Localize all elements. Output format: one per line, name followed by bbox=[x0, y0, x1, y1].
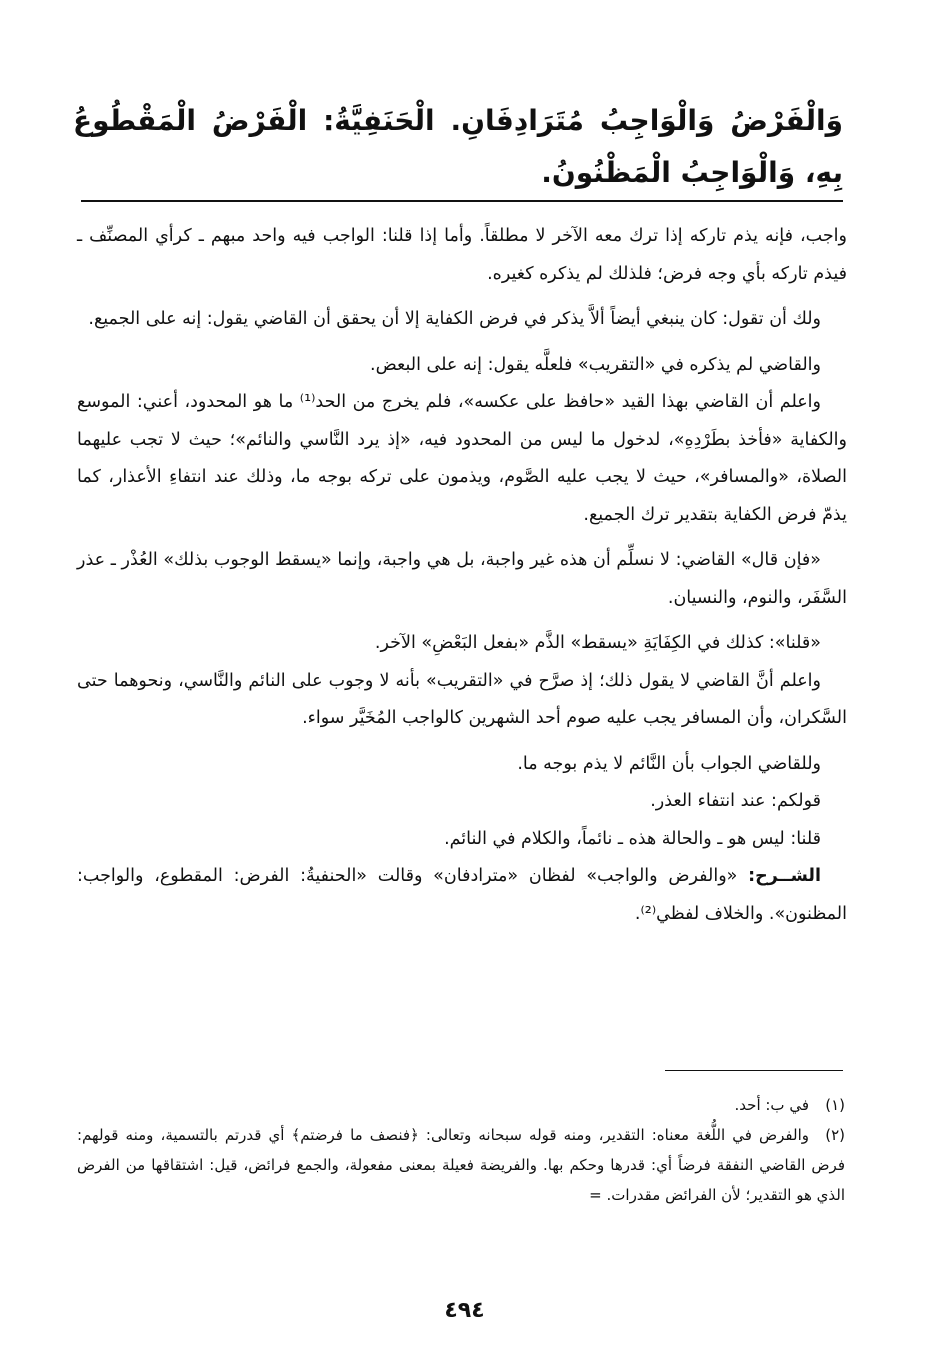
footnote bbox=[77, 1090, 845, 1120]
sharh-paragraph bbox=[77, 858, 847, 933]
footnote-divider bbox=[665, 1070, 843, 1071]
matn-text: وَالْفَرْضُ وَالْوَاجِبُ مُتَرَادِفَانِ. الْحَنَفِيَّةُ: الْفَرْضُ الْمَقْطُوعُ بِهِ، وَالْوَاجِبُ الْمَظْنُونُ. bbox=[73, 104, 843, 189]
paragraph: «قلنا»: كذلك في الكِفَايَةِ «يسقط» الذَّم «بفعل البَعْضِ» الآخر. bbox=[374, 633, 821, 653]
paragraph: قولكم: عند انتفاء العذر. bbox=[650, 791, 821, 811]
paragraph: قلنا: ليس هو ـ والحالة هذه ـ نائماً، والكلام في النائم. bbox=[444, 828, 821, 849]
footnote-number: (٢) bbox=[825, 1126, 845, 1144]
sharh-label: الشــرح: bbox=[748, 866, 821, 886]
paragraph: واجب، فإنه يذم تاركه إذا ترك معه الآخر لا مطلقاً. وأما إذا قلنا: الواجب فيه واحد مبهم ـ كرأي المصنِّف ـ فيذم تاركه بأي وجه فرض؛ فلذلك لم يذكره كغيره. bbox=[77, 226, 847, 284]
footnote-text: في ب: أحد. bbox=[734, 1096, 809, 1114]
commentary-body bbox=[77, 218, 847, 933]
paragraph: وللقاضي الجواب بأن النَّائم لا يذم بوجه ما. bbox=[517, 753, 821, 774]
paragraph: والقاضي لم يذكره في «التقريب» فلعلَّه يقول: إنه على البعض. bbox=[370, 354, 821, 375]
paragraph: واعلم أن القاضي بهذا القيد «حافظ على عكسه»، فلم يخرج من الحد⁽¹⁾ ما هو المحدود، أعني: الموسع والكفاية «فأخذ بطَرْدِهِ»، لدخول ما ليس من المحدود فيه، «إذ يرد النَّاسي والنائم»؛ حيث لا تجب عليهما الصلاة، «والمسافر»، حيث لا يجب عليه الصَّوم، ويذمون على تركه بوجه ما، وذلك عند انتفاءِ الأعذار، كما يذمّ فرض الكفاية بتقدير ترك الجميع. bbox=[77, 392, 847, 525]
sharh-text: «والفرض والواجب» لفظان «مترادفان» وقالت «الحنفيةُ: الفرض: المقطوع، والواجب: المظنون». والخلاف لفظي⁽²⁾. bbox=[77, 866, 847, 924]
footnote bbox=[77, 1120, 845, 1210]
page-number: ٤٩٤ bbox=[444, 1298, 485, 1323]
paragraph: «فإن قال» القاضي: لا نسلِّم أن هذه غير واجبة، بل هي واجبة، وإنما «يسقط الوجوب بذلك» العُذْر ـ عذر السَّفَر، والنوم، والنسيان. bbox=[77, 550, 847, 608]
paragraph: واعلم أنَّ القاضي لا يقول ذلك؛ إذ صرَّح في «التقريب» بأنه لا وجوب على النائم والنَّاسي، ونحوهما حتى السَّكران، وأن المسافر يجب عليه صوم أحد الشهرين كالواجب المُخَيَّر سواء. bbox=[77, 670, 847, 728]
footnote-text: والفرض في اللُّغة معناه: التقدير، ومنه قوله سبحانه وتعالى: ﴿فنصف ما فرضتم﴾ أي قدرتم بالتسمية، ومنه قولهم: فرض القاضي النفقة فرضاً أي: قدرها وحكم بها. والفريضة فعيلة بمعنى مفعولة، والجمع فرائض، قيل: اشتقاقها من الفرض الذي هو التقدير؛ لأن الفرائض مقدرات. = bbox=[77, 1126, 845, 1204]
paragraph: ولك أن تقول: كان ينبغي أيضاً ألاَّ يذكر في فرض الكفاية إلا أن يحقق أن القاضي يقول: إنه على الجميع. bbox=[88, 309, 821, 329]
footnote-number: (١) bbox=[825, 1096, 845, 1114]
matn-divider bbox=[81, 200, 843, 202]
footnotes bbox=[77, 1090, 845, 1210]
